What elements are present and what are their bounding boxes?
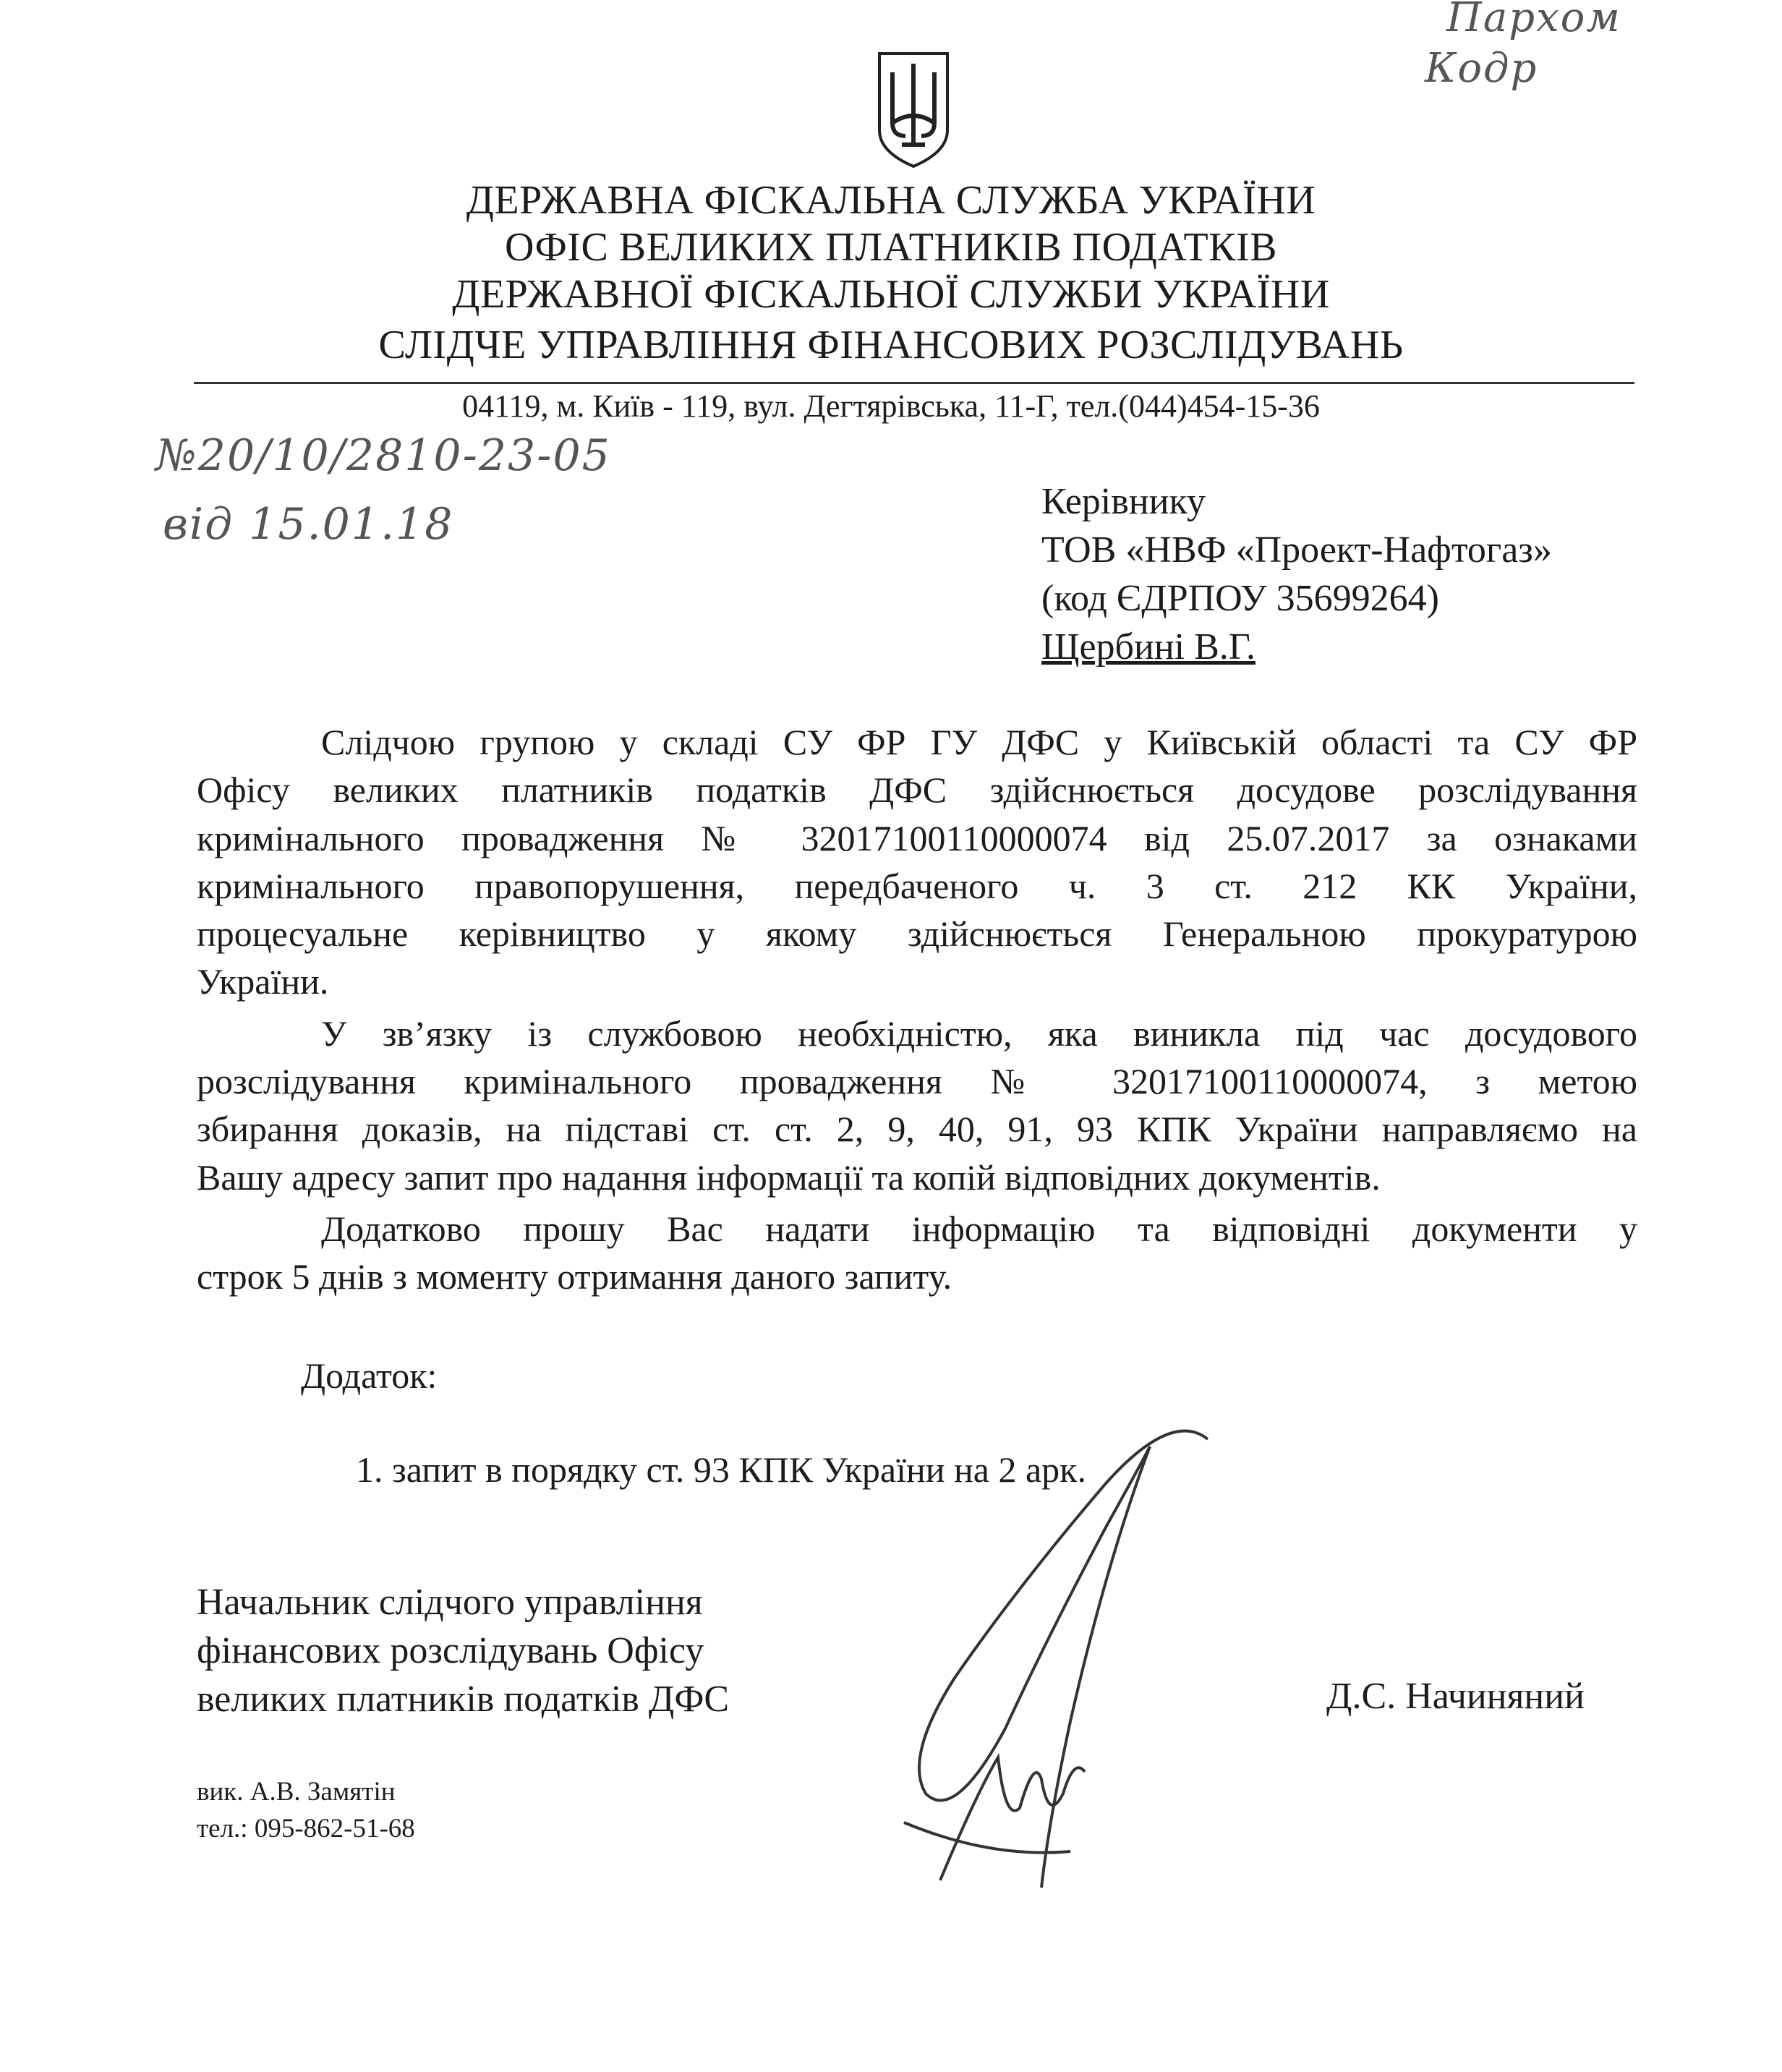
trident-emblem-icon xyxy=(877,51,950,169)
organization-address: 04119, м. Київ - 119, вул. Дегтярівська, 11-Г, тел.(044)454-15-36 xyxy=(462,388,1320,424)
header-line: ОФІС ВЕЛИКИХ ПЛАТНИКІВ ПОДАТКІВ xyxy=(504,225,1278,270)
position-line: великих платників податків ДФС xyxy=(197,1679,730,1720)
text-line: У зв’язку із службовою необхідністю, яка виникла під час досудового xyxy=(321,1012,1637,1054)
addressee-block xyxy=(1041,477,1552,671)
note-line: Кодр xyxy=(1425,45,1538,92)
addressee-line: ТОВ «НВФ «Проект-Нафтогаз» xyxy=(1041,529,1552,571)
addressee-name: Щербині В.Г. xyxy=(1041,626,1256,668)
handwritten-signature xyxy=(832,1417,1237,1924)
letter-body xyxy=(197,718,1637,1493)
position-line: фінансових розслідувань Офісу xyxy=(197,1630,704,1671)
text-line: кримінального провадження № 32017100110000074 від 25.07.2017 за ознаками xyxy=(197,817,1637,858)
attachment-item: 1. запит в порядку ст. 93 КПК України на 2 арк. xyxy=(356,1449,1086,1490)
registration-number: №20/10/2810-23-05 xyxy=(155,430,611,481)
registration-date: від 15.01.18 xyxy=(163,499,454,550)
handwritten-note xyxy=(1425,0,1621,94)
paragraph xyxy=(197,1010,1637,1201)
header-line: ДЕРЖАВНА ФІСКАЛЬНА СЛУЖБА УКРАЇНИ xyxy=(466,178,1316,223)
header-line: ДЕРЖАВНОЇ ФІСКАЛЬНОЇ СЛУЖБИ УКРАЇНИ xyxy=(452,272,1330,317)
text-line: Додатково прошу Вас надати інформацію та відповідні документи у xyxy=(321,1208,1637,1249)
text-line: кримінального правопорушення, передбаченого ч. 3 ст. 212 КК України, xyxy=(197,865,1637,906)
executor-info xyxy=(197,1773,415,1847)
signatory-position xyxy=(197,1578,729,1723)
signatory-name: Д.С. Начиняний xyxy=(1326,1676,1585,1717)
text-line: України. xyxy=(197,961,329,1002)
text-line: розслідування кримінального провадження № 32017100110000074, з метою xyxy=(197,1061,1637,1102)
paragraph xyxy=(197,718,1637,1006)
text-line: процесуальне керівництво у якому здійснюється Генеральною прокуратурою xyxy=(197,913,1637,955)
paragraph xyxy=(197,1205,1637,1301)
executor-name: вик. А.В. Замятін xyxy=(197,1777,396,1807)
position-line: Начальник слідчого управління xyxy=(197,1582,703,1623)
note-line: Пархом xyxy=(1446,0,1621,41)
text-line: Слідчою групою у складі СУ ФР ГУ ДФС у Київській області та СУ ФР xyxy=(321,722,1637,762)
text-line: Вашу адресу запит про надання інформації та копій відповідних документів. xyxy=(197,1156,1381,1198)
text-line: Офісу великих платників податків ДФС здійснюється досудове розслідування xyxy=(197,769,1637,811)
header-line: СЛІДЧЕ УПРАВЛІННЯ ФІНАНСОВИХ РОЗСЛІДУВАНЬ xyxy=(378,323,1404,367)
header-divider xyxy=(194,382,1634,384)
addressee-line: Керівнику xyxy=(1041,481,1206,522)
text-line: збирання доказів, на підставі ст. ст. 2, 9, 40, 91, 93 КПК України направляємо на xyxy=(197,1109,1637,1150)
attachment-label: Додаток: xyxy=(301,1355,438,1396)
addressee-line: (код ЄДРПОУ 35699264) xyxy=(1041,578,1439,619)
text-line: строк 5 днів з моменту отримання даного запиту. xyxy=(197,1256,952,1297)
executor-phone: тел.: 095-862-51-68 xyxy=(197,1814,415,1843)
